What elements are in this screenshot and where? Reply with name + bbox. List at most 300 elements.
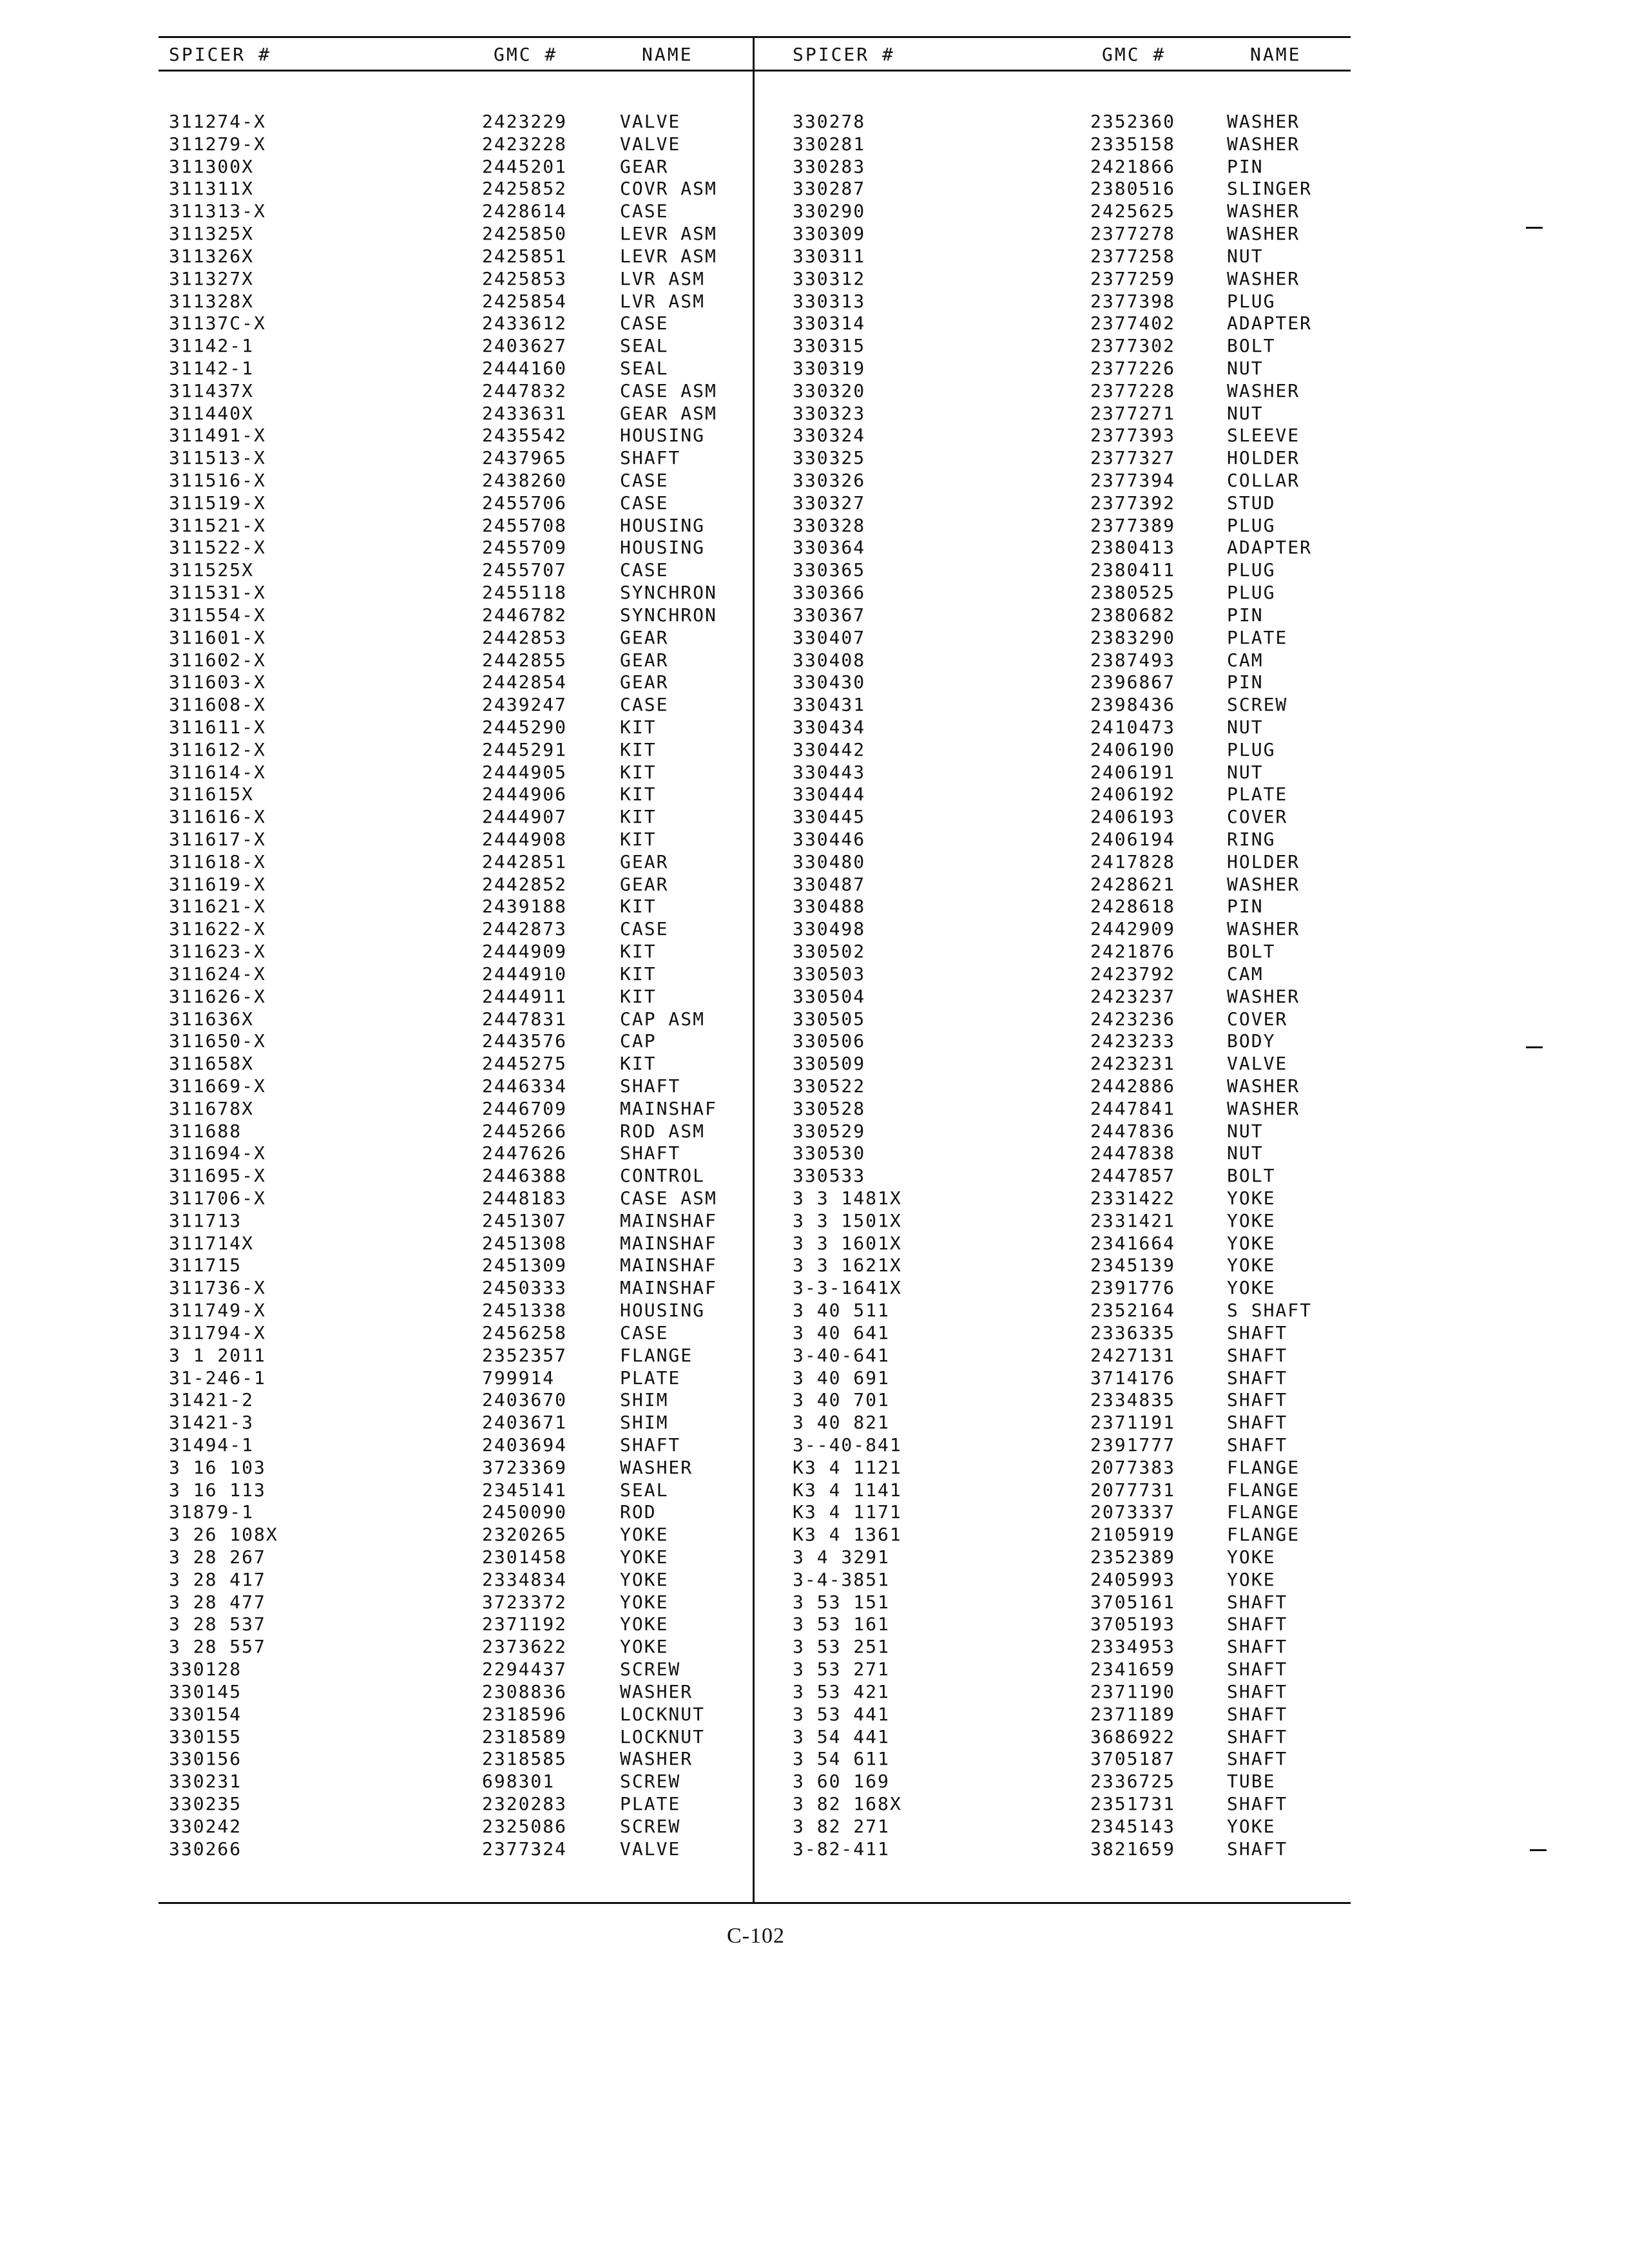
spicer-number: 3 82 271	[793, 1815, 890, 1837]
right-parts-table	[0, 111, 1353, 1860]
gmc-number: 2341664	[1090, 1232, 1176, 1254]
gmc-number: 2371191	[1090, 1412, 1176, 1434]
gmc-number: 2428618	[1090, 896, 1176, 918]
part-name: CASE	[620, 312, 669, 334]
spicer-number: 330315	[793, 335, 866, 357]
gmc-number: 2398436	[1090, 694, 1176, 716]
part-name: KIT	[620, 941, 657, 963]
part-name: FLANGE	[1227, 1501, 1300, 1523]
gmc-number: 2403627	[482, 335, 568, 357]
part-name: MAINSHAF	[620, 1277, 717, 1299]
part-name: GEAR	[620, 155, 669, 177]
table-row	[0, 1120, 1353, 1143]
spicer-number: 3 40 511	[793, 1300, 890, 1321]
spicer-number: 330442	[793, 738, 866, 760]
spicer-number: 330480	[793, 850, 866, 872]
part-name: HOUSING	[620, 425, 706, 447]
spicer-number: 330529	[793, 1120, 866, 1142]
table-row	[0, 783, 1353, 806]
table-row	[0, 1636, 1353, 1658]
spicer-number: 311617-X	[169, 829, 266, 850]
spicer-number: 3 1 2011	[169, 1344, 266, 1366]
part-name: VALVE	[620, 111, 681, 132]
spicer-number: 311327X	[169, 267, 255, 289]
part-name: LVR ASM	[620, 267, 706, 289]
part-name: YOKE	[1227, 1209, 1276, 1231]
part-name: ROD	[620, 1501, 657, 1523]
spicer-number: 3 28 537	[169, 1613, 266, 1635]
table-row	[0, 851, 1353, 874]
spicer-number: 311521-X	[169, 514, 266, 536]
spicer-number: 330505	[793, 1008, 866, 1030]
table-row	[0, 1389, 1353, 1412]
gmc-number: 2377258	[1090, 245, 1176, 267]
table-row	[0, 963, 1353, 986]
table-row	[0, 223, 1353, 245]
part-name: CASE	[620, 1321, 669, 1343]
spicer-number: 330443	[793, 761, 866, 783]
part-name: YOKE	[1227, 1546, 1276, 1568]
part-name: SHAFT	[1227, 1658, 1288, 1680]
part-name: SHAFT	[1227, 1389, 1288, 1411]
gmc-number: 2446334	[482, 1075, 568, 1097]
header-right-name: NAME	[1250, 44, 1302, 65]
gmc-number: 2377392	[1090, 492, 1176, 514]
part-name: CAP	[620, 1030, 657, 1052]
table-row	[0, 470, 1353, 492]
gmc-number: 2442854	[482, 671, 568, 693]
gmc-number: 2336335	[1090, 1321, 1176, 1343]
spicer-number: 3 3 1481X	[793, 1187, 902, 1209]
part-name: GEAR	[620, 671, 669, 693]
gmc-number: 2377398	[1090, 290, 1176, 312]
gmc-number: 2352360	[1090, 111, 1176, 132]
spicer-number: 311601-X	[169, 626, 266, 648]
gmc-number: 2377389	[1090, 514, 1176, 536]
table-row	[0, 245, 1353, 268]
table-row	[0, 537, 1353, 559]
table-row	[0, 627, 1353, 649]
gmc-number: 2446388	[482, 1165, 568, 1187]
spicer-number: 3 40 691	[793, 1367, 890, 1389]
margin-mark	[1530, 1849, 1547, 1851]
part-name: COVER	[1227, 1008, 1288, 1030]
part-name: BOLT	[1227, 335, 1276, 357]
gmc-number: 2450090	[482, 1501, 568, 1523]
part-name: CASE	[620, 470, 669, 491]
part-name: SHAFT	[1227, 1412, 1288, 1434]
spicer-number: 3 28 477	[169, 1591, 266, 1613]
spicer-number: 330367	[793, 604, 866, 626]
table-row	[0, 941, 1353, 963]
part-name: KIT	[620, 738, 657, 760]
part-name: PIN	[1227, 155, 1264, 177]
gmc-number: 2377259	[1090, 267, 1176, 289]
gmc-number: 2450333	[482, 1277, 568, 1299]
spicer-number: 311624-X	[169, 963, 266, 985]
gmc-number: 3723372	[482, 1591, 568, 1613]
gmc-number: 2377278	[1090, 223, 1176, 245]
part-name: PLUG	[1227, 582, 1276, 604]
part-name: LOCKNUT	[620, 1703, 706, 1725]
gmc-number: 2447838	[1090, 1142, 1176, 1164]
spicer-number: 311688	[169, 1120, 242, 1142]
gmc-number: 3705187	[1090, 1748, 1176, 1770]
table-row	[0, 1142, 1353, 1165]
spicer-number: K3 4 1141	[793, 1479, 902, 1501]
part-name: YOKE	[620, 1591, 669, 1613]
part-name: TUBE	[1227, 1771, 1276, 1792]
gmc-number: 2442909	[1090, 918, 1176, 940]
table-row	[0, 1501, 1353, 1524]
spicer-number: 330324	[793, 425, 866, 447]
spicer-number: 311713	[169, 1209, 242, 1231]
spicer-number: 311616-X	[169, 806, 266, 828]
part-name: NUT	[1227, 357, 1264, 379]
spicer-number: 311736-X	[169, 1277, 266, 1299]
gmc-number: 2371192	[482, 1613, 568, 1635]
gmc-number: 3686922	[1090, 1725, 1176, 1747]
spicer-number: 3-3-1641X	[793, 1277, 902, 1299]
gmc-number: 2442873	[482, 918, 568, 940]
table-row	[0, 178, 1353, 200]
part-name: CASE	[620, 200, 669, 222]
gmc-number: 2439188	[482, 896, 568, 918]
part-name: YOKE	[620, 1636, 669, 1658]
spicer-number: 311615X	[169, 783, 255, 805]
part-name: YOKE	[1227, 1277, 1276, 1299]
table-row	[0, 200, 1353, 223]
table-row	[0, 1098, 1353, 1120]
part-name: CASE	[620, 492, 669, 514]
spicer-number: 311669-X	[169, 1075, 266, 1097]
gmc-number: 2447626	[482, 1142, 568, 1164]
spicer-number: 330156	[169, 1748, 242, 1770]
spicer-number: 311311X	[169, 178, 255, 200]
table-row	[0, 739, 1353, 762]
part-name: YOKE	[620, 1546, 669, 1568]
part-name: CONTROL	[620, 1165, 706, 1187]
part-name: SHAFT	[1227, 1748, 1288, 1770]
spicer-number: 330313	[793, 290, 866, 312]
spicer-number: 311513-X	[169, 447, 266, 469]
gmc-number: 2455708	[482, 514, 568, 536]
spicer-number: 31142-1	[169, 335, 255, 357]
gmc-number: 2445266	[482, 1120, 568, 1142]
gmc-number: 2377402	[1090, 312, 1176, 334]
part-name: MAINSHAF	[620, 1254, 717, 1276]
spicer-number: 330327	[793, 492, 866, 514]
gmc-number: 2442851	[482, 850, 568, 872]
spicer-number: 330488	[793, 896, 866, 918]
gmc-number: 2391776	[1090, 1277, 1176, 1299]
table-row	[0, 1479, 1353, 1502]
spicer-number: 311622-X	[169, 918, 266, 940]
gmc-number: 2320265	[482, 1524, 568, 1546]
table-row	[0, 806, 1353, 829]
spicer-number: 311440X	[169, 402, 255, 424]
spicer-number: 330320	[793, 380, 866, 401]
part-name: WASHER	[620, 1456, 693, 1478]
part-name: FLANGE	[1227, 1479, 1300, 1501]
gmc-number: 2442852	[482, 873, 568, 895]
part-name: PLATE	[1227, 626, 1288, 648]
spicer-number: 330311	[793, 245, 866, 267]
spicer-number: 330533	[793, 1165, 866, 1187]
part-name: PIN	[1227, 896, 1264, 918]
spicer-number: 3-4-3851	[793, 1568, 890, 1590]
spicer-number: 3 3 1601X	[793, 1232, 902, 1254]
table-row	[0, 1591, 1353, 1614]
gmc-number: 2352389	[1090, 1546, 1176, 1568]
gmc-number: 2444910	[482, 963, 568, 985]
gmc-number: 2451307	[482, 1209, 568, 1231]
table-row	[0, 1075, 1353, 1098]
table-row	[0, 1704, 1353, 1726]
spicer-number: 31142-1	[169, 357, 255, 379]
table-row	[0, 358, 1353, 380]
spicer-number: 311603-X	[169, 671, 266, 693]
part-name: GEAR	[620, 873, 669, 895]
part-name: STUD	[1227, 492, 1276, 514]
spicer-number: 311749-X	[169, 1300, 266, 1321]
gmc-number: 2335158	[1090, 133, 1176, 155]
part-name: SHAFT	[1227, 1344, 1288, 1366]
table-row	[0, 1300, 1353, 1322]
gmc-number: 2377394	[1090, 470, 1176, 491]
part-name: SCREW	[1227, 694, 1288, 716]
gmc-number: 2421876	[1090, 941, 1176, 963]
gmc-number: 2442853	[482, 626, 568, 648]
spicer-number: 311715	[169, 1254, 242, 1276]
gmc-number: 2371190	[1090, 1680, 1176, 1702]
spicer-number: 3 26 108X	[169, 1524, 278, 1546]
gmc-number: 2455707	[482, 559, 568, 581]
spicer-number: 3 16 103	[169, 1456, 266, 1478]
gmc-number: 2396867	[1090, 671, 1176, 693]
part-name: KIT	[620, 985, 657, 1007]
spicer-number: 311623-X	[169, 941, 266, 963]
part-name: HOLDER	[1227, 850, 1300, 872]
spicer-number: 311325X	[169, 223, 255, 245]
part-name: FLANGE	[1227, 1524, 1300, 1546]
part-name: SCREW	[620, 1771, 681, 1792]
gmc-number: 2301458	[482, 1546, 568, 1568]
table-row	[0, 111, 1353, 133]
header-left-gmc: GMC #	[494, 44, 558, 65]
part-name: GEAR	[620, 626, 669, 648]
table-row	[0, 1210, 1353, 1233]
part-name: KIT	[620, 716, 657, 738]
part-name: YOKE	[1227, 1254, 1276, 1276]
part-name: YOKE	[620, 1524, 669, 1546]
part-name: WASHER	[1227, 1097, 1300, 1119]
part-name: COLLAR	[1227, 470, 1300, 491]
spicer-number: 330408	[793, 649, 866, 671]
table-row	[0, 1838, 1353, 1861]
spicer-number: 330326	[793, 470, 866, 491]
spicer-number: 3 53 161	[793, 1613, 890, 1635]
spicer-number: 3 53 421	[793, 1680, 890, 1702]
spicer-number: 330431	[793, 694, 866, 716]
part-name: YOKE	[1227, 1815, 1276, 1837]
gmc-number: 2318589	[482, 1725, 568, 1747]
part-name: CAM	[1227, 963, 1264, 985]
spicer-number: 311626-X	[169, 985, 266, 1007]
table-row	[0, 1748, 1353, 1771]
spicer-number: 3 54 441	[793, 1725, 890, 1747]
spicer-number: 3 53 251	[793, 1636, 890, 1658]
spicer-number: 31879-1	[169, 1501, 255, 1523]
gmc-number: 2377228	[1090, 380, 1176, 401]
spicer-number: 311300X	[169, 155, 255, 177]
part-name: MAINSHAF	[620, 1232, 717, 1254]
spicer-number: 311794-X	[169, 1321, 266, 1343]
table-row	[0, 156, 1353, 178]
part-name: SEAL	[620, 335, 669, 357]
table-row	[0, 447, 1353, 470]
gmc-number: 2334953	[1090, 1636, 1176, 1658]
header-right-gmc: GMC #	[1102, 44, 1166, 65]
bottom-rule	[159, 1902, 1351, 1904]
part-name: ADAPTER	[1227, 537, 1313, 559]
spicer-number: 3 53 271	[793, 1658, 890, 1680]
spicer-number: 311611-X	[169, 716, 266, 738]
part-name: SCREW	[620, 1658, 681, 1680]
gmc-number: 2423229	[482, 111, 568, 132]
spicer-number: 311695-X	[169, 1165, 266, 1187]
spicer-number: 330444	[793, 783, 866, 805]
gmc-number: 2433612	[482, 312, 568, 334]
spicer-number: 330312	[793, 267, 866, 289]
part-name: SYNCHRON	[620, 582, 717, 604]
gmc-number: 2318596	[482, 1703, 568, 1725]
gmc-number: 2351731	[1090, 1792, 1176, 1814]
table-row	[0, 1816, 1353, 1838]
gmc-number: 2391777	[1090, 1434, 1176, 1456]
spicer-number: 330366	[793, 582, 866, 604]
spicer-number: 330328	[793, 514, 866, 536]
part-name: CASE ASM	[620, 1187, 717, 1209]
table-row	[0, 1345, 1353, 1367]
gmc-number: 2456258	[482, 1321, 568, 1343]
gmc-number: 2383290	[1090, 626, 1176, 648]
gmc-number: 2380411	[1090, 559, 1176, 581]
gmc-number: 2380682	[1090, 604, 1176, 626]
part-name: SHAFT	[1227, 1792, 1288, 1814]
part-name: NUT	[1227, 245, 1264, 267]
spicer-number: 311519-X	[169, 492, 266, 514]
part-name: SEAL	[620, 357, 669, 379]
spicer-number: 3 53 441	[793, 1703, 890, 1725]
spicer-number: 330128	[169, 1658, 242, 1680]
gmc-number: 2447841	[1090, 1097, 1176, 1119]
gmc-number: 2423237	[1090, 985, 1176, 1007]
gmc-number: 2406192	[1090, 783, 1176, 805]
gmc-number: 2425851	[482, 245, 568, 267]
part-name: KIT	[620, 896, 657, 918]
part-name: WASHER	[1227, 985, 1300, 1007]
spicer-number: 3 3 1501X	[793, 1209, 902, 1231]
part-name: MAINSHAF	[620, 1209, 717, 1231]
part-name: FLANGE	[1227, 1456, 1300, 1478]
table-row	[0, 762, 1353, 784]
part-name: PLUG	[1227, 738, 1276, 760]
gmc-number: 2308836	[482, 1680, 568, 1702]
gmc-number: 2425854	[482, 290, 568, 312]
gmc-number: 2410473	[1090, 716, 1176, 738]
part-name: HOUSING	[620, 1300, 706, 1321]
table-row	[0, 1233, 1353, 1255]
table-row	[0, 403, 1353, 425]
part-name: KIT	[620, 1053, 657, 1075]
part-name: PLUG	[1227, 559, 1276, 581]
table-row	[0, 1658, 1353, 1681]
gmc-number: 2421866	[1090, 155, 1176, 177]
part-name: SHAFT	[1227, 1367, 1288, 1389]
table-row	[0, 1457, 1353, 1479]
spicer-number: 311706-X	[169, 1187, 266, 1209]
gmc-number: 2341659	[1090, 1658, 1176, 1680]
gmc-number: 2442855	[482, 649, 568, 671]
header-rule	[159, 70, 1351, 72]
gmc-number: 2318585	[482, 1748, 568, 1770]
part-name: CASE	[620, 918, 669, 940]
gmc-number: 2406194	[1090, 829, 1176, 850]
part-name: MAINSHAF	[620, 1097, 717, 1119]
gmc-number: 2451308	[482, 1232, 568, 1254]
spicer-number: 330278	[793, 111, 866, 132]
part-name: WASHER	[1227, 267, 1300, 289]
gmc-number: 2451309	[482, 1254, 568, 1276]
spicer-number: 330145	[169, 1680, 242, 1702]
spicer-number: 311621-X	[169, 896, 266, 918]
gmc-number: 2444160	[482, 357, 568, 379]
part-name: VALVE	[1227, 1053, 1288, 1075]
spicer-number: 31421-3	[169, 1412, 255, 1434]
part-name: WASHER	[1227, 200, 1300, 222]
gmc-number: 2345143	[1090, 1815, 1176, 1837]
spicer-number: 330407	[793, 626, 866, 648]
spicer-number: 330530	[793, 1142, 866, 1164]
gmc-number: 2423228	[482, 133, 568, 155]
gmc-number: 2445201	[482, 155, 568, 177]
part-name: ADAPTER	[1227, 312, 1313, 334]
spicer-number: 330266	[169, 1838, 242, 1860]
gmc-number: 2444909	[482, 941, 568, 963]
gmc-number: 2439247	[482, 694, 568, 716]
gmc-number: 3723369	[482, 1456, 568, 1478]
spicer-number: 330323	[793, 402, 866, 424]
part-name: ROD ASM	[620, 1120, 706, 1142]
gmc-number: 2380525	[1090, 582, 1176, 604]
gmc-number: 2445291	[482, 738, 568, 760]
spicer-number: 31421-2	[169, 1389, 255, 1411]
part-name: CASE	[620, 559, 669, 581]
gmc-number: 2345139	[1090, 1254, 1176, 1276]
table-row	[0, 515, 1353, 537]
spicer-number: 3 3 1621X	[793, 1254, 902, 1276]
table-row	[0, 649, 1353, 672]
gmc-number: 2334835	[1090, 1389, 1176, 1411]
gmc-number: 2336725	[1090, 1771, 1176, 1792]
table-row	[0, 1546, 1353, 1569]
part-name: SHAFT	[620, 1434, 681, 1456]
part-name: WASHER	[1227, 223, 1300, 245]
table-row	[0, 1187, 1353, 1210]
part-name: SLEEVE	[1227, 425, 1300, 447]
table-row	[0, 1726, 1353, 1749]
